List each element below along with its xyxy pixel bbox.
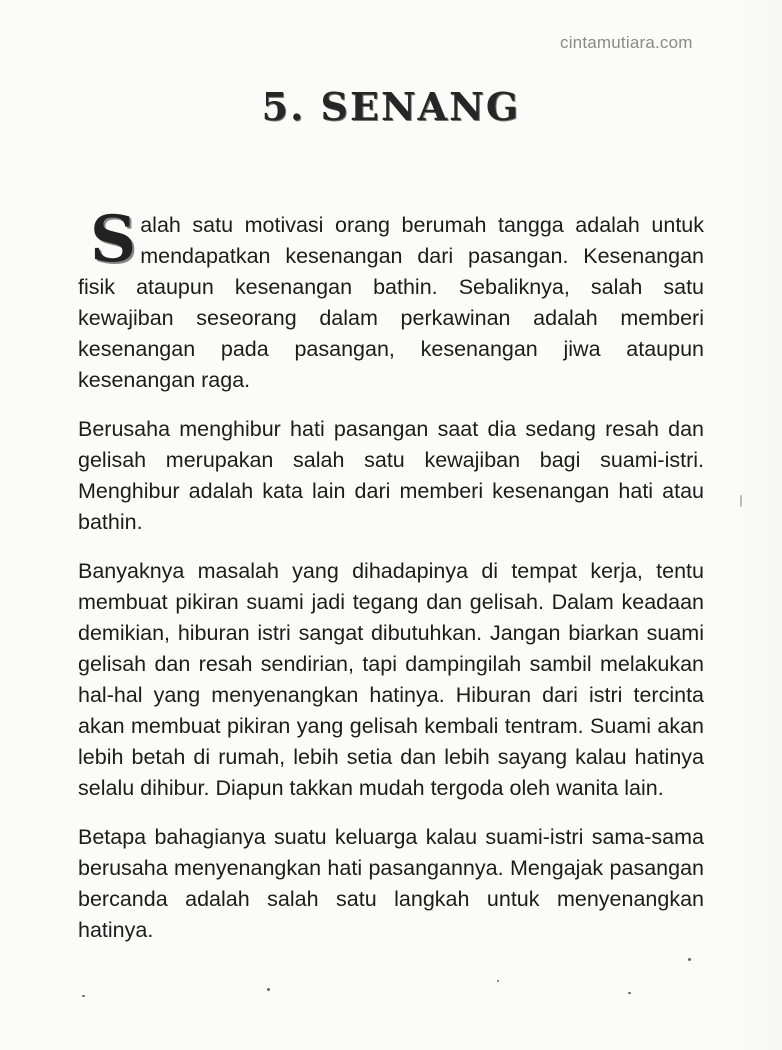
drop-cap: S xyxy=(90,202,137,277)
paragraph-1 xyxy=(78,202,704,396)
speck xyxy=(688,958,691,961)
speck xyxy=(497,980,499,982)
chapter-title: 5. SENANG xyxy=(261,84,521,129)
speck xyxy=(267,988,270,991)
paragraph-3: Banyaknya masalah yang dihadapinya di tempat kerja, tentu membuat pikiran suami jadi tegang dan gelisah. Dalam keadaan demikian, hiburan istri sangat dibutuhkan. Jangan biarkan suami gelisah dan resah sendirian, tapi dampingilah sambil melakukan hal-hal yang menyenangkan hatinya. Hiburan dari istri tercinta akan membuat pikiran yang gelisah kembali tentram. Suami akan lebih betah di rumah, lebih setia dan lebih sayang kalau hatinya selalu dihibur. Diapun takkan mudah tergoda oleh wanita lain. xyxy=(78,559,704,800)
paragraph-4: Betapa bahagianya suatu keluarga kalau suami-istri sama-sama berusaha menyenangkan hati pasangannya. Mengajak pasangan bercanda adalah salah satu langkah untuk menyenangkan hatinya. xyxy=(78,825,704,942)
paragraph-2: Berusaha menghibur hati pasangan saat dia sedang resah dan gelisah merupakan salah satu kewajiban bagi suami-istri. Menghibur adalah kata lain dari memberi kesenangan hati atau bathin. xyxy=(78,417,704,534)
paragraph-1-text: alah satu motivasi orang berumah tangga adalah untuk mendapatkan kesenangan dari pasangan. Kesenangan fisik ataupun kesenangan bathin. Sebaliknya, salah satu kewajiban seseorang dalam perkawinan adalah memberi kesenangan pada pasangan, kesenangan jiwa ataupun kesenangan raga. xyxy=(78,213,704,392)
page-edge-shade xyxy=(722,0,782,1050)
speck xyxy=(628,992,631,994)
speck xyxy=(740,495,742,507)
body-text xyxy=(78,202,704,964)
speck xyxy=(82,995,85,997)
watermark: cintamutiara.com xyxy=(560,33,693,52)
